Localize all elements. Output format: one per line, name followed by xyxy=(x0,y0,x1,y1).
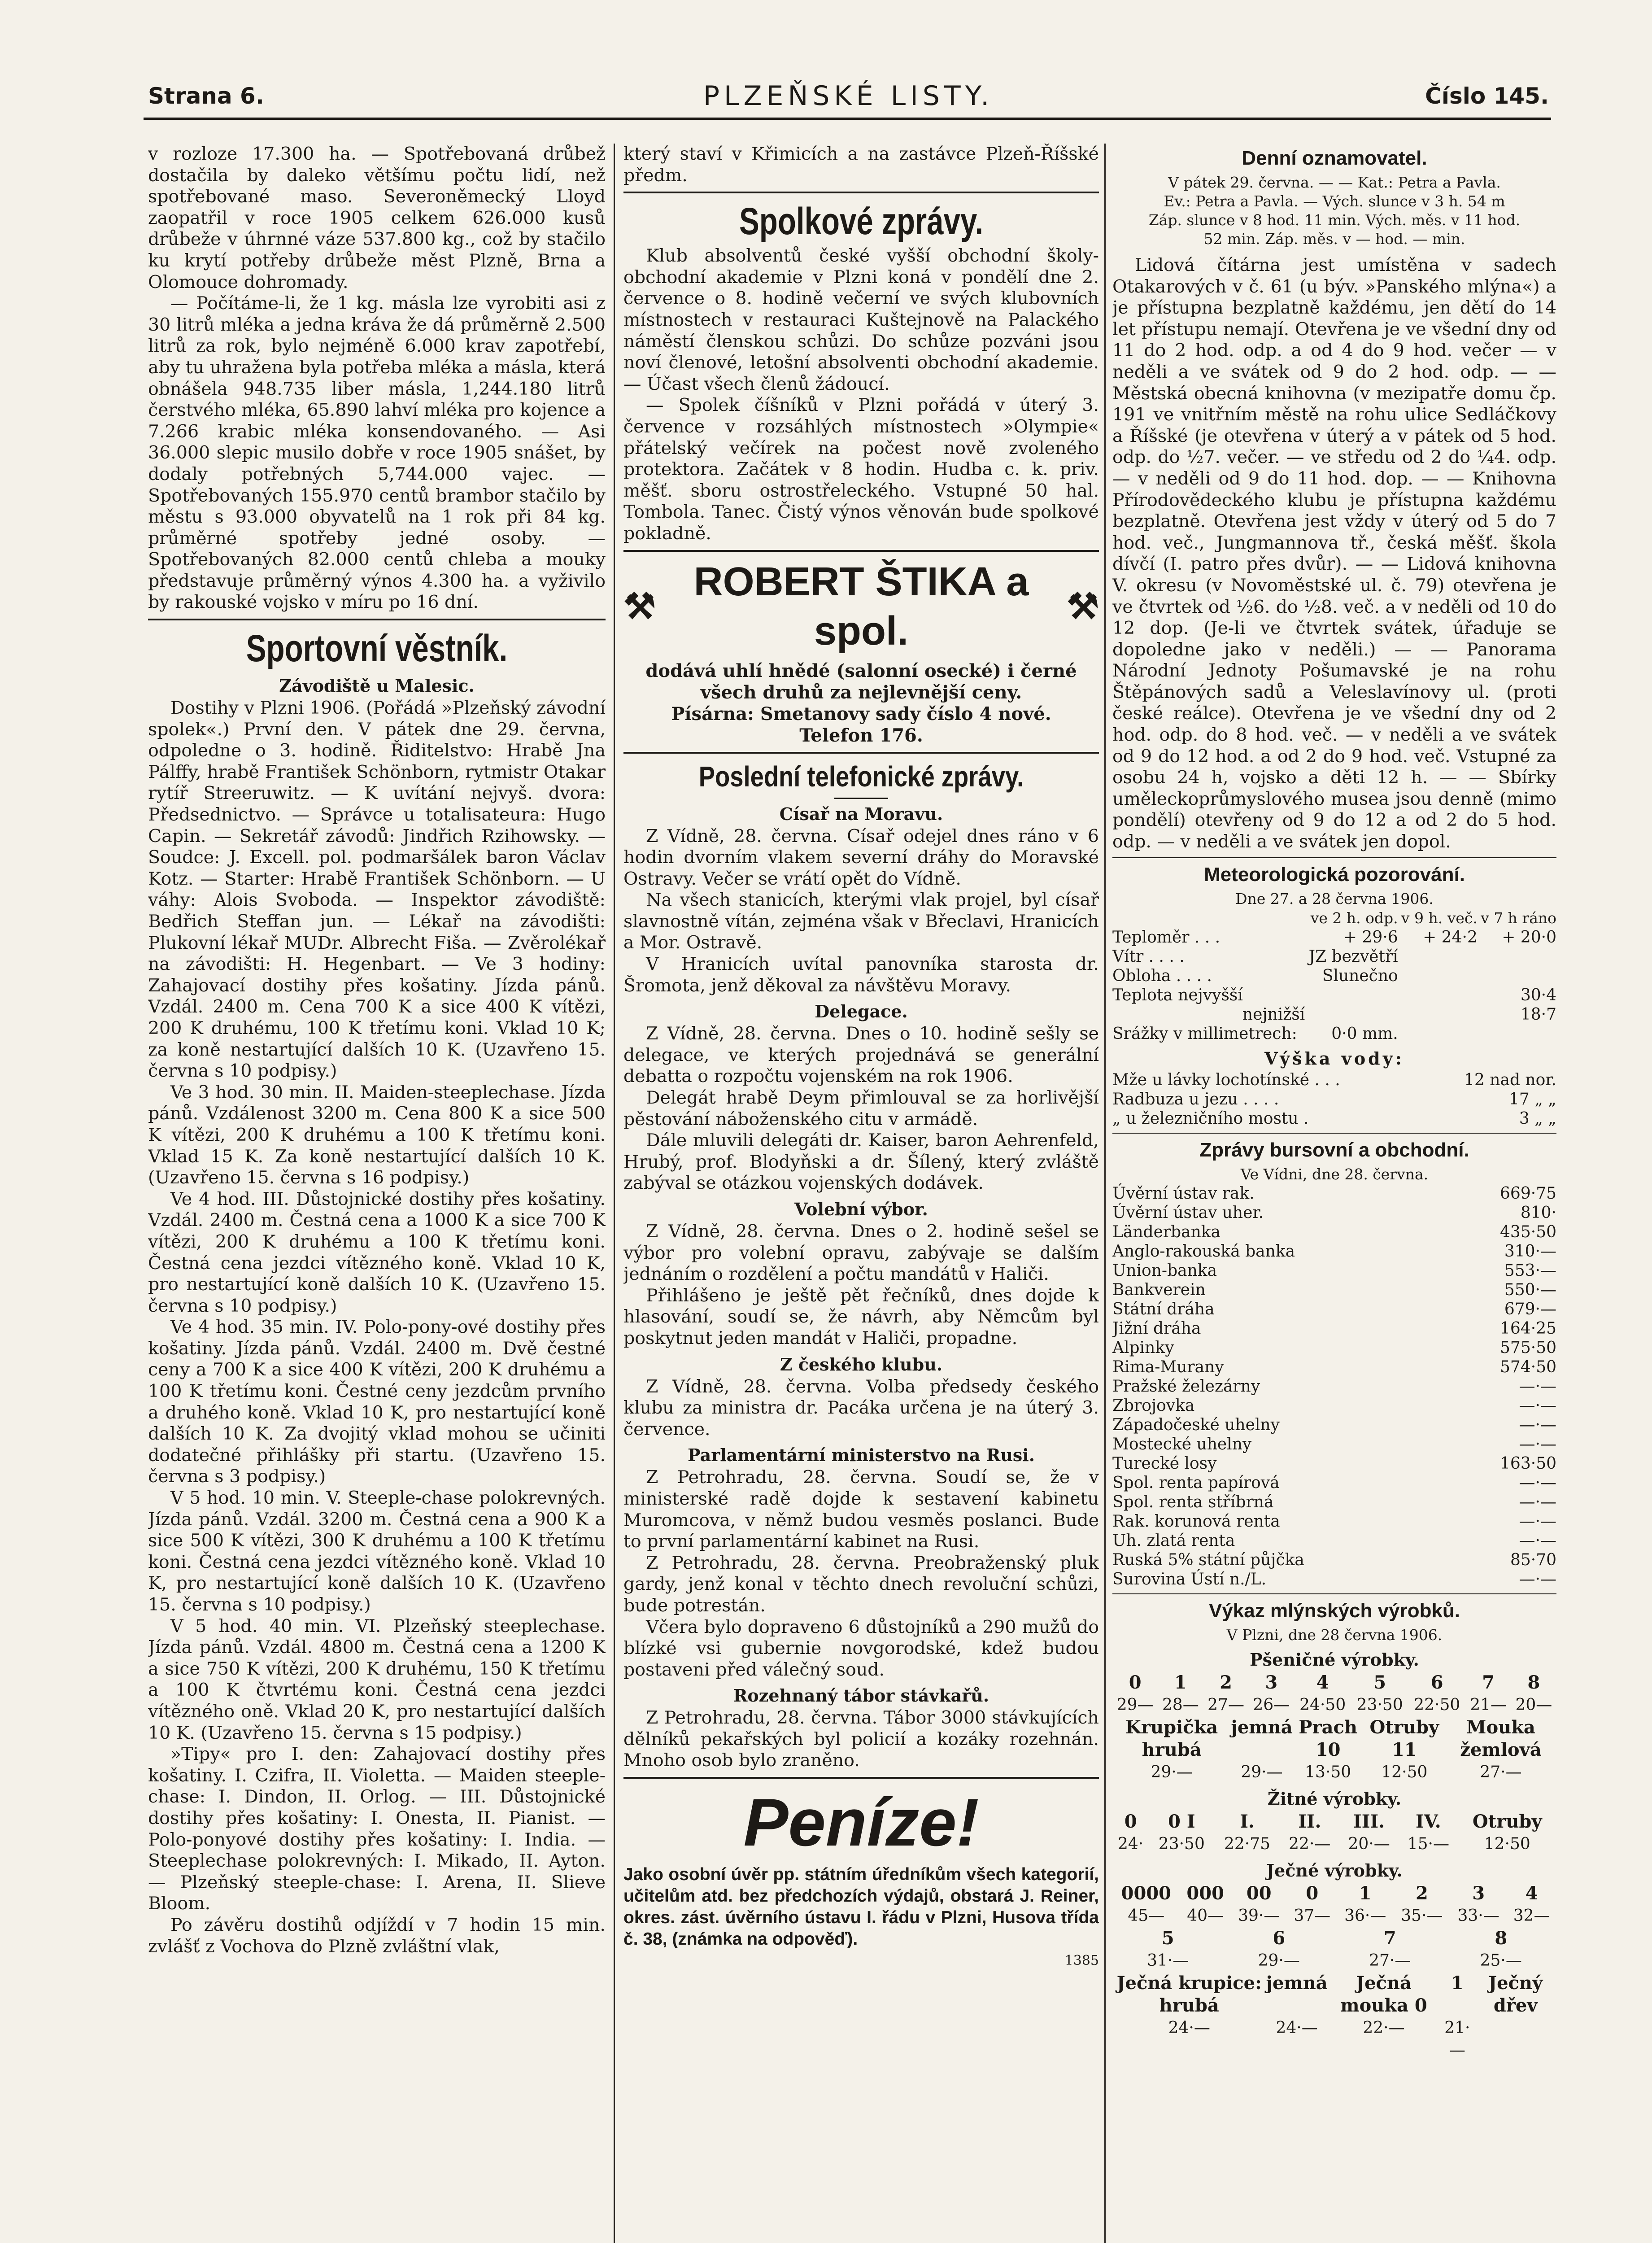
table-row xyxy=(1112,1280,1556,1300)
table-cell: 679·— xyxy=(1504,1300,1556,1318)
table-cell: Srážky v millimetrech: xyxy=(1112,1024,1297,1043)
table-cell: Anglo-rakouská banka xyxy=(1112,1242,1295,1261)
news-subheading: Parlamentární ministerstvo na Rusi. xyxy=(688,1445,1035,1466)
ad-penize-text: Jako osobní úvěr pp. státním úředníkům všech kategorií, učitelům atd. bez předchozích výdajů, obstará J. Reiner, okres. zást. úvěrního ústavu I. řádu v Plzni, Husova třída č. 38, (známka na odpověď). xyxy=(623,1865,1099,1949)
ad-line: dodává uhlí hnědé (salonní osecké) i černé všech druhů za nejlevnější ceny. xyxy=(645,660,1077,703)
page-label: Strana 6. xyxy=(148,83,264,109)
table-cell: 29·— xyxy=(1241,1763,1283,1781)
table-row xyxy=(1112,1396,1556,1415)
table-cell: 12 nad nor. xyxy=(1464,1070,1556,1089)
section-rule xyxy=(623,752,1099,754)
table-cell xyxy=(1398,1024,1478,1043)
section-heading-spolkove: Spolkové zprávy. xyxy=(739,200,984,243)
mill-table-wheat-2 xyxy=(1112,1716,1556,1784)
table-cell xyxy=(1478,947,1556,966)
news-subheading: Císař na Moravu. xyxy=(779,803,943,824)
table-cell xyxy=(1478,1024,1556,1043)
mill-table-barley-3 xyxy=(1112,1972,1556,2062)
table-cell xyxy=(1398,966,1478,986)
table-cell: Obloha . . . . xyxy=(1112,966,1212,985)
table-row xyxy=(1112,1905,1556,1927)
news-paragraph: Z Petrohradu, 28. června. Preobraženský pluk gardy, jenž konal v těchto dnech revoluční schůzi, bude potrestán. xyxy=(623,1552,1099,1616)
table-cell xyxy=(1112,908,1305,928)
table-row xyxy=(1112,1024,1556,1043)
ad-line: Telefon 176. xyxy=(799,724,923,746)
table-cell: 26— xyxy=(1253,1695,1290,1714)
ad-penize-title: Peníze! xyxy=(743,1785,979,1860)
table-row xyxy=(1112,1435,1556,1454)
section-rule xyxy=(623,550,1099,552)
meteo-table xyxy=(1112,908,1556,1043)
table-row xyxy=(1112,1570,1556,1589)
sport-paragraph: V 5 hod. 10 min. V. Steeple-chase polokrevných. Jízda pánů. Vzdál. 3200 m. Čestná cena a 900 K a sice 500 K vítězi, 300 K druhému a 100 K třetímu koni. Čestná cena jezdci vítězného koně. Vklad 10 K, pro nestartující koně dalších 10 K. (Uzavřeno 15. června s 10 podpisy.) xyxy=(148,1488,606,1615)
table-cell: 1 xyxy=(1174,1671,1187,1693)
news-paragraph: Na všech stanicích, kterými vlak projel, byl císař slavnostně vítán, zejména však v Břeclavi, Hranicích a Mor. Ostravě. xyxy=(623,890,1099,953)
mill-table-wheat xyxy=(1112,1671,1556,1716)
table-cell: 40— xyxy=(1187,1906,1224,1925)
table-cell: Jižní dráha xyxy=(1112,1319,1201,1338)
table-cell: Surovina Ústí n./L. xyxy=(1112,1570,1267,1588)
table-cell xyxy=(1398,986,1478,1005)
table-cell: 435·50 xyxy=(1500,1222,1556,1241)
table-cell: 0 xyxy=(1306,1882,1319,1904)
table-cell: v 9 h. več. xyxy=(1401,909,1478,927)
table-cell: II. xyxy=(1298,1811,1321,1832)
table-cell: IV. xyxy=(1416,1811,1441,1832)
club-paragraph: — Spolek číšníků v Plzni pořádá v úterý 3. července v rozsáhlých místnostech »Olympie« přátelský večírek na počest nově zvoleného protektora. Začátek v 8 hodin. Hudba c. k. priv. měšť. sboru ostrostřeleckého. Vstupné 50 hal. Tombola. Tanec. Čistý výnos věnován bude spolkové pokladně. xyxy=(623,395,1099,544)
article-paragraph: v rozloze 17.300 ha. — Spotřebovaná drůbež dostačila by daleko většímu počtu lidí, než spotřebované maso. Severoněmecký Lloyd zaopatřil v roce 1905 celkem 626.000 kusů drůbeže v úhrnné váze 537.800 kg., což by stačilo ku krytí potřeby drůbeže měst Plzně, Brna a Olomouce dohromady. xyxy=(148,144,606,292)
table-row xyxy=(1112,966,1556,986)
table-cell: 5 xyxy=(1373,1671,1386,1693)
table-cell: —·— xyxy=(1519,1396,1556,1415)
table-cell: 669·75 xyxy=(1500,1184,1556,1203)
table-cell: + 24·2 xyxy=(1423,928,1478,947)
table-row xyxy=(1112,1473,1556,1492)
table-row xyxy=(1112,1415,1556,1435)
news-paragraph: Z Petrohradu, 28. června. Soudí se, že v ministerské radě dojde k sestavení kabinetu Muromcova, v němž budou vesměs poslanci. Bude to první parlamentární kabinet na Rusi. xyxy=(623,1467,1099,1552)
table-cell: 3 xyxy=(1472,1882,1485,1904)
table-cell: 000 xyxy=(1186,1882,1224,1904)
section-heading-calendar: Denní oznamovatel. xyxy=(1242,147,1427,169)
news-subheading: Z českého klubu. xyxy=(780,1354,943,1375)
table-cell: Bankverein xyxy=(1112,1280,1206,1299)
table-row xyxy=(1112,1070,1556,1090)
section-rule xyxy=(1112,1593,1556,1594)
table-cell: Mže u lávky lochotínské . . . xyxy=(1112,1070,1340,1089)
table-cell: JZ bezvětří xyxy=(1308,947,1398,966)
ad-line: Písárna: Smetanovy sady číslo 4 nové. xyxy=(671,703,1051,724)
table-cell xyxy=(1305,1005,1398,1024)
table-row xyxy=(1112,1531,1556,1550)
table-cell xyxy=(1305,986,1398,1005)
table-cell: 0 I xyxy=(1168,1811,1195,1832)
table-cell: 12·50 xyxy=(1381,1763,1428,1781)
table-cell: 15·— xyxy=(1407,1834,1450,1853)
table-cell: Ječný dřev xyxy=(1488,1972,1543,2016)
table-cell: Rak. korunová renta xyxy=(1112,1512,1280,1531)
table-cell: 0·0 mm. xyxy=(1331,1024,1398,1043)
club-paragraph: Klub absolventů české vyšší obchodní školy-obchodní akademie v Plzni koná v pondělí dne 2. července o 8. hodině večerní ve svých klubovních místnostech v restauraci Kuštejnově na Palackého náměstí členskou schůzi. Do schůze pozváni jsou noví členové, letošní absolventi obchodní akademie. — Účast všech členů žádoucí. xyxy=(623,245,1099,394)
table-cell: 6 xyxy=(1273,1927,1286,1949)
news-paragraph: Dále mluvili delegáti dr. Kaiser, baron Aehrenfeld, Hrubý, prof. Blodyňski a dr. Šílený, který zvláště zabýval se otázkou vojenských dodávek. xyxy=(623,1130,1099,1194)
table-cell: 24·— xyxy=(1276,2018,1318,2037)
header-rule xyxy=(144,118,1551,120)
sport-paragraph: »Tipy« pro I. den: Zahajovací dostihy přes košatiny. I. Czifra, II. Violetta. — Maiden steeple-chase: I. Dindon, II. Orlog. — III. Důstojnické dostihy přes košatiny: I. Onesta, II. Pianist. — Polo-ponyové dostihy přes košatiny: I. India. — Steeplechase polokrevných: I. Mikado, II. Ayton. — Plzeňský steeple-chase: I. Arena, II. Slieve Bloom. xyxy=(148,1744,606,1914)
table-row xyxy=(1112,1950,1556,1972)
table-cell: Úvěrní ústav rak. xyxy=(1112,1184,1255,1203)
section-heading-telephone: Poslední telefonické zprávy. xyxy=(698,760,1024,793)
table-cell: —·— xyxy=(1519,1570,1556,1588)
table-row xyxy=(1112,1357,1556,1377)
table-cell: 85·70 xyxy=(1510,1550,1556,1569)
table-row xyxy=(1112,1300,1556,1319)
mill-table-barley xyxy=(1112,1882,1556,1927)
table-cell: 37— xyxy=(1294,1906,1331,1925)
table-cell: 22·50 xyxy=(1414,1695,1460,1714)
table-cell: Turecké losy xyxy=(1112,1454,1217,1473)
table-cell: 550·— xyxy=(1504,1280,1556,1299)
column-3 xyxy=(1112,144,1556,2243)
table-cell: 21·— xyxy=(1444,2018,1470,2060)
table-cell: Západočeské uhelny xyxy=(1112,1415,1280,1434)
table-row xyxy=(1112,1694,1556,1716)
table-row xyxy=(1112,1716,1556,1761)
table-cell: v 7 h ráno xyxy=(1481,909,1556,927)
sport-paragraph: Po závěru dostihů odjíždí v 7 hodin 15 min. zvlášť z Vochova do Plzně zvláštní vlak, xyxy=(148,1914,606,1957)
table-row xyxy=(1112,928,1556,947)
section-heading-meteo: Meteorologická pozorování. xyxy=(1204,863,1465,886)
table-cell: —·— xyxy=(1519,1492,1556,1511)
table-cell: 5 xyxy=(1161,1927,1174,1949)
table-row xyxy=(1112,2017,1556,2062)
news-subheading: Volební výbor. xyxy=(794,1199,928,1219)
table-cell: Uh. zlatá renta xyxy=(1112,1531,1235,1550)
table-cell: Spol. renta papírová xyxy=(1112,1473,1280,1492)
sport-paragraph: Dostihy v Plzni 1906. (Pořádá »Plzeňský závodní spolek«.) První den. V pátek dne 29. června, odpoledne o 3. hodině. Řiditelstvo: Hrabě Jna Pálffy, hrabě František Schönborn, rytmistr Otakar rytíř Streeruwitz. — K uvítání nejvyš. dvora: Předsednictvo. — Správce u totalisateura: Hugo Capin. — Sekretář závodů: Jindřich Rzihowsky. — Soudce: J. Excell. pol. podmaršálek baron Václav Kotz. — Starter: Hrabě František Schönborn. — U váhy: Alois Svoboda. — Inspektor závodiště: Bedřich Steffan jun. — Lékař na závodišti: Plukovní lékař MUDr. Albrecht Fiša. — Zvěrolékař na závodišti: H. Hegenbart. — Ve 3 hodiny: Zahajovací dostihy přes košatiny. Jízda pánů. Vzdál. 2400 m. Cena 700 K a sice 400 K vítězi, 200 K druhému, 100 K třetímu koni. Vklad 10 K; za koně nestartující dalších 10 K. (Uzavřeno 15. června s 10 podpisy.) xyxy=(148,698,606,1082)
hammers-icon: ⚒ xyxy=(623,586,656,626)
section-heading-sport: Sportovní věstník. xyxy=(246,627,508,670)
newspaper-title: PLZEŇSKÉ LISTY. xyxy=(703,80,994,112)
table-row xyxy=(1112,1338,1556,1357)
table-cell: Mostecké uhelny xyxy=(1112,1435,1252,1453)
table-row xyxy=(1112,1492,1556,1512)
table-row xyxy=(1112,1972,1556,2017)
table-row xyxy=(1112,1833,1556,1855)
table-cell: 39·— xyxy=(1238,1906,1280,1925)
table-row xyxy=(1112,1882,1556,1905)
sport-paragraph: Ve 4 hod. III. Důstojnické dostihy přes košatiny. Vzdál. 2400 m. Čestná cena a 1000 K a sice 700 K vítězi, 200 K druhému a 100 K třetímu koni. Čestná cena jezdci vítězného koně. Vklad 10 K, pro nestartující koně dalších 10 K. (Uzavřeno 15. června s 10 podpisy.) xyxy=(148,1188,606,1316)
table-cell: 23·50 xyxy=(1356,1695,1403,1714)
table-cell: nejnižší xyxy=(1242,1005,1305,1024)
table-row xyxy=(1112,1005,1556,1024)
table-cell: Prach 10 xyxy=(1299,1716,1357,1760)
table-cell: 24·50 xyxy=(1299,1695,1346,1714)
ad-number: 1385 xyxy=(1064,1953,1099,1969)
divider-dash xyxy=(834,798,888,799)
table-cell: 310·— xyxy=(1504,1242,1556,1261)
mill-subheading: Žitné výrobky. xyxy=(1267,1788,1402,1809)
table-cell: jemná xyxy=(1266,1972,1328,1994)
table-cell: Spol. renta stříbrná xyxy=(1112,1492,1274,1511)
table-row xyxy=(1112,986,1556,1005)
table-cell: 6 xyxy=(1430,1671,1443,1693)
news-paragraph: Z Vídně, 28. června. Dnes o 2. hodině sešel se výbor pro volební opravu, zabývaje se dalším jednáním o rozdělení a počtu mandátů v Haliči. xyxy=(623,1221,1099,1285)
table-row xyxy=(1112,1222,1556,1242)
table-row xyxy=(1112,1811,1556,1833)
news-subheading: Delegace. xyxy=(815,1001,908,1022)
table-cell: 24· xyxy=(1117,1834,1144,1853)
table-row xyxy=(1112,1671,1556,1694)
table-row xyxy=(1112,1550,1556,1570)
table-cell: 3 „ „ xyxy=(1519,1109,1556,1128)
calendar-paragraph: Lidová čítárna jest umístěna v sadech Otakarových v č. 61 (u býv. »Panského mlýna«) a je přístupna bezplatně každému, jen dětí do 14 let přístupu nemají. Otevřena je ve všední dny od 11 do 2 hod. odp. a od 4 do 9 hod. večer — v neděli a ve svátek od 9 do 2 hod. odp. — — Městská obecná knihovna (v mezipatře domu čp. 191 ve vnitřním městě na rohu ulice Sedláčkovy a Říšské (je otevřena v úterý a v pátek od 5 hod. odp. do ½7. večer. — ve středu od 2 do ¼4. odp. — v neděli od 9 do 11 hod. dop. — — Knihovna Přírodovědeckého klubu je přístupna každému bezplatně. Otevřena jest vždy v úterý od 5 do 7 hod. več., Jungmannova tř., česká měšť. škola dívčí (I. patro přes dvůr). — — Lidová knihovna V. okresu (v Novoměstské ul. č. 79) otevřena je ve čtvrtek od ½6. do ½8. več. a v neděli od 10 do 12 dop. (Je-li ve čtvrtek svátek, úřaduje se dopoledne jako v neděli.) — — Panorama Národní Jednoty Pošumavské je na rohu Štěpánových sadů a Veleslavínovy ul. (proti české reálce). Otevřena je ve všední dny od 2 hod. odp. do 8 hod. več. — v neděli a ve svátek od 9 do 12 hod. a od 2 do 9 hod. več. Vstupné za osobu 24 h, vojsko a děti 12 h. — — Sbírky uměleckoprůmyslového musea jsou denně (mimo pondělí) otevřeny od 9 do 12 a od 2 do 5 hod. odp. — v neděli a ve svátek jen dopol. xyxy=(1112,255,1556,852)
table-cell: 12·50 xyxy=(1484,1834,1530,1853)
table-row xyxy=(1112,1109,1556,1128)
table-row xyxy=(1112,1761,1556,1784)
table-cell: + 20·0 xyxy=(1502,928,1556,947)
table-cell: Vítr . . . . xyxy=(1112,947,1185,966)
table-cell: 7 xyxy=(1482,1671,1495,1693)
sport-paragraph: V 5 hod. 40 min. VI. Plzeňský steeplechase. Jízda pánů. Vzdál. 4800 m. Čestná cena a 1200 K a sice 750 K vítězi, 200 K druhému, 150 K třetímu a 100 K čtvrtému koni. Čestná cena jezdci vítězného oně. Vklad 20 K, pro nestartující dalších 10 K. (Uzavřeno 15. června s 15 podpisy.) xyxy=(148,1615,606,1743)
table-row xyxy=(1112,1927,1556,1950)
table-cell: —·— xyxy=(1519,1435,1556,1453)
table-cell: 29— xyxy=(1116,1695,1154,1714)
table-cell: —·— xyxy=(1519,1531,1556,1550)
table-cell: 24·— xyxy=(1168,2018,1210,2037)
table-cell: 2 xyxy=(1220,1671,1232,1693)
table-row xyxy=(1112,1242,1556,1261)
news-paragraph: Z Vídně, 28. června. Volba předsedy českého klubu za ministra dr. Pacáka určena je na úterý 3. července. xyxy=(623,1376,1099,1440)
table-cell: 31·— xyxy=(1147,1951,1189,1970)
section-rule xyxy=(1112,857,1556,858)
bourse-table xyxy=(1112,1184,1556,1589)
table-row xyxy=(1112,1203,1556,1222)
news-subheading: Rozehnaný tábor stávkařů. xyxy=(733,1685,989,1706)
table-row xyxy=(1112,1454,1556,1473)
section-rule xyxy=(623,192,1099,193)
table-cell: 33·— xyxy=(1457,1906,1499,1925)
table-cell: 23·50 xyxy=(1158,1834,1205,1853)
section-heading-bourse: Zprávy bursovní a obchodní. xyxy=(1199,1139,1469,1161)
news-paragraph: Delegát hrabě Deym přimlouval se za horlivější pěstování náboženského citu v armádě. xyxy=(623,1087,1099,1130)
table-cell: 2 xyxy=(1416,1882,1428,1904)
table-cell: 1 xyxy=(1359,1882,1372,1904)
news-paragraph: Včera bylo dopraveno 6 důstojníků a 290 mužů do blízké vsi gubernie novgorodské, kdež budou postaveni před válečný soud. xyxy=(623,1616,1099,1680)
table-cell: Ruská 5% státní půjčka xyxy=(1112,1550,1304,1569)
table-row xyxy=(1112,908,1556,928)
table-cell: 18·7 xyxy=(1520,1005,1556,1024)
table-cell: III. xyxy=(1353,1811,1385,1832)
table-cell: Ječná mouka 0 xyxy=(1340,1972,1427,2016)
table-row xyxy=(1112,1512,1556,1531)
table-cell: I. xyxy=(1240,1811,1255,1832)
table-cell: 8 xyxy=(1527,1671,1540,1693)
table-cell: Otruby xyxy=(1472,1811,1542,1832)
news-paragraph: V Hranicích uvítal panovníka starosta dr. Šromota, jenž děkoval za návštěvu Moravy. xyxy=(623,954,1099,996)
bourse-date: Ve Vídni, dne 28. června. xyxy=(1240,1165,1429,1183)
mill-subheading: Pšeničné výrobky. xyxy=(1250,1649,1419,1670)
table-cell: 0 xyxy=(1129,1671,1142,1693)
table-cell: Rima-Murany xyxy=(1112,1357,1224,1376)
water-table xyxy=(1112,1070,1556,1128)
table-cell: 575·50 xyxy=(1500,1338,1556,1357)
table-cell: 3 xyxy=(1265,1671,1278,1693)
table-cell: —·— xyxy=(1519,1415,1556,1434)
table-cell: Otruby 11 xyxy=(1369,1716,1439,1760)
table-cell: Ječná krupice: hrubá xyxy=(1116,1972,1262,2016)
table-cell: 35·— xyxy=(1401,1906,1443,1925)
news-paragraph: Přihlášeno je ještě pět řečníků, dnes dojde k hlasování, soudí se, že návrh, aby Němcům byl poskytnut jeden mandát v Haliči, propadne. xyxy=(623,1285,1099,1348)
table-cell xyxy=(1398,947,1478,966)
mill-table-barley-2 xyxy=(1112,1927,1556,1972)
table-cell: 20·— xyxy=(1348,1834,1390,1853)
table-cell: 27·— xyxy=(1369,1951,1411,1970)
table-cell: 0 xyxy=(1124,1811,1137,1832)
table-cell: 810· xyxy=(1520,1203,1556,1222)
table-cell: „ u železničního mostu . xyxy=(1112,1109,1309,1128)
table-cell: Mouka žemlová xyxy=(1460,1716,1542,1760)
table-row xyxy=(1112,1090,1556,1109)
issue-label: Číslo 145. xyxy=(1425,83,1549,109)
hammers-icon: ⚒ xyxy=(1067,586,1099,626)
news-paragraph: Z Vídně, 28. června. Císař odejel dnes ráno v 6 hodin dvorním vlakem severní dráhy do Moravské Ostravy. Večer se vrátí opět do Vídně. xyxy=(623,825,1099,889)
table-cell: + 29·6 xyxy=(1343,928,1398,947)
news-paragraph: Z Vídně, 28. června. Dnes o 10. hodině sešly se delegace, ve kterých projednává se generální debatta o rozpočtu vojenském na rok 1906. xyxy=(623,1023,1099,1087)
table-cell: 13·50 xyxy=(1305,1763,1351,1781)
table-cell: Úvěrní ústav uher. xyxy=(1112,1203,1264,1222)
table-cell: Teploměr . . . xyxy=(1112,928,1220,947)
table-cell: 574·50 xyxy=(1500,1357,1556,1376)
article-paragraph: — Počítáme-li, že 1 kg. másla lze vyrobiti asi z 30 litrů mléka a jedna kráva že dá průměrně 2.500 litrů za rok, bylo nejméně 6.000 krav zapotřebí, aby tu uhražena byla potřeba mléka a másla, která obnášela 948.735 liber másla, 1,244.180 litrů čerstvého mléka, 65.890 lahví mléka pro kojence a 7.266 krabic mléka konsendovaného. — Asi 36.000 slepic musilo dobře v roce 1905 snášet, by dodaly potřebných 5,744.000 vajec. — Spotřebovaných 155.970 centů brambor stačilo by městu s 93.000 obyvatelů na 1 rok při 84 kg. průměrné spotřeby jedné osoby. — Spotřebovaných 82.000 centů chleba a mouky představuje průměrný výnos 4.300 ha. a vyživilo by rakouské vojsko v míru po 16 dní. xyxy=(148,293,606,613)
table-cell: 20— xyxy=(1515,1695,1552,1714)
sport-paragraph: Ve 3 hod. 30 min. II. Maiden-steeplechase. Jízda pánů. Vzdálenost 3200 m. Cena 800 K a sice 500 K vítězi, 200 K druhému a 100 K třetímu koni. Vklad 15 K. Za koně nestartující dalších 10 K. (Uzavřeno 15. června s 16 podpisy.) xyxy=(148,1082,606,1188)
calendar-line: V pátek 29. června. — — Kat.: Petra a Pavla. xyxy=(1168,174,1501,191)
table-cell: —·— xyxy=(1519,1512,1556,1531)
column-2 xyxy=(623,144,1099,2243)
table-cell: 25·— xyxy=(1480,1951,1522,1970)
table-cell xyxy=(1474,2017,1556,2062)
news-paragraph: Z Petrohradu, 28. června. Tábor 3000 stávkujících dělníků pekařských byl policií a kozáky rozehnán. Mnoho osob bylo zraněno. xyxy=(623,1707,1099,1771)
table-cell: Alpinky xyxy=(1112,1338,1174,1357)
table-row xyxy=(1112,1184,1556,1203)
table-cell: 32— xyxy=(1513,1906,1550,1925)
table-cell: ve 2 h. odp. xyxy=(1310,909,1398,927)
table-cell xyxy=(1398,1005,1478,1024)
table-cell: 4 xyxy=(1316,1671,1329,1693)
meteo-date: Dne 27. a 28 června 1906. xyxy=(1235,890,1434,908)
table-cell: 4 xyxy=(1525,1882,1538,1904)
section-rule xyxy=(1112,1133,1556,1134)
table-cell: 27·— xyxy=(1480,1763,1522,1781)
table-cell: 7 xyxy=(1383,1927,1396,1949)
section-heading-mill: Výkaz mlýnských výrobků. xyxy=(1208,1599,1460,1622)
table-cell: Slunečno xyxy=(1322,966,1398,985)
table-cell: 45— xyxy=(1128,1906,1165,1925)
table-cell: Radbuza u jezu . . . . xyxy=(1112,1090,1279,1108)
column-1 xyxy=(148,144,606,2243)
table-cell: Länderbanka xyxy=(1112,1222,1221,1241)
table-cell: —·— xyxy=(1519,1473,1556,1492)
table-cell: 00 xyxy=(1246,1882,1272,1904)
table-cell: 28— xyxy=(1162,1695,1199,1714)
table-cell: Pražské železárny xyxy=(1112,1377,1260,1396)
table-cell: 30·4 xyxy=(1520,986,1556,1004)
sport-subheading: Závodiště u Malesic. xyxy=(279,676,475,696)
sport-paragraph: Ve 4 hod. 35 min. IV. Polo-pony-ové dostihy přes košatiny. Jízda pánů. Vzdál. 2400 m. Dvě čestné ceny a 700 K a sice 400 K vítězi, 200 K druhému a 100 K třetímu koni. Čestné ceny jezdcům prvního a druhého koně. Vklad 10 K, pro nestartující koně dalších 10 K. Za dvojitý vklad mohou se učiniti dodatečné přihlášky při startu. (Uzavřeno 15. června s 3 podpisy.) xyxy=(148,1317,606,1487)
column-divider xyxy=(614,144,615,2243)
section-rule xyxy=(623,1777,1099,1779)
ad-stika-title xyxy=(623,557,1099,656)
table-cell: 163·50 xyxy=(1500,1454,1556,1473)
table-cell: 22·75 xyxy=(1224,1834,1271,1853)
section-rule xyxy=(148,619,606,620)
ad-company-name: ROBERT ŠTIKA a spol. xyxy=(693,559,1029,654)
table-cell: 8 xyxy=(1495,1927,1508,1949)
table-row xyxy=(1112,947,1556,966)
table-cell: 1 xyxy=(1451,1972,1464,1994)
table-row xyxy=(1112,1261,1556,1280)
calendar-line: Ev.: Petra a Pavla. — Vých. slunce v 3 h. 54 m xyxy=(1164,192,1505,210)
table-cell: Státní dráha xyxy=(1112,1300,1215,1318)
table-cell: 21— xyxy=(1470,1695,1507,1714)
table-cell: 17 „ „ xyxy=(1509,1090,1556,1108)
table-cell: —·— xyxy=(1519,1377,1556,1396)
table-cell: Zbrojovka xyxy=(1112,1396,1195,1415)
table-cell: 29·— xyxy=(1151,1763,1193,1781)
table-cell: 0000 xyxy=(1121,1882,1171,1904)
mill-subheading: Ječné výrobky. xyxy=(1266,1860,1403,1881)
table-cell: 27— xyxy=(1207,1695,1244,1714)
table-cell: 22·— xyxy=(1289,1834,1331,1853)
table-cell xyxy=(1478,966,1556,986)
calendar-line: 52 min. Záp. měs. v — hod. — min. xyxy=(1203,230,1465,248)
table-cell: Krupička hrubá xyxy=(1125,1716,1218,1760)
table-cell: 36·— xyxy=(1344,1906,1386,1925)
page-header xyxy=(148,80,1549,119)
table-cell: Union-banka xyxy=(1112,1261,1217,1280)
calendar-line: Záp. slunce v 8 hod. 11 min. Vých. měs. v 11 hod. xyxy=(1148,211,1521,229)
table-row xyxy=(1112,1319,1556,1338)
article-paragraph: který staví v Křimicích a na zastávce Plzeň-Říšské předm. xyxy=(623,144,1099,186)
table-cell: 22·— xyxy=(1363,2018,1405,2037)
table-cell: 164·25 xyxy=(1500,1319,1556,1338)
table-cell: Teplota nejvyšší xyxy=(1112,986,1243,1004)
mill-table-rye xyxy=(1112,1811,1556,1855)
water-heading: Výška vody: xyxy=(1264,1048,1404,1069)
table-cell: 29·— xyxy=(1258,1951,1300,1970)
table-row xyxy=(1112,1377,1556,1396)
table-cell: 553·— xyxy=(1504,1261,1556,1280)
column-divider xyxy=(1104,144,1106,2243)
table-cell: jemná xyxy=(1231,1716,1293,1738)
mill-date: V Plzni, dne 28 června 1906. xyxy=(1226,1626,1443,1644)
